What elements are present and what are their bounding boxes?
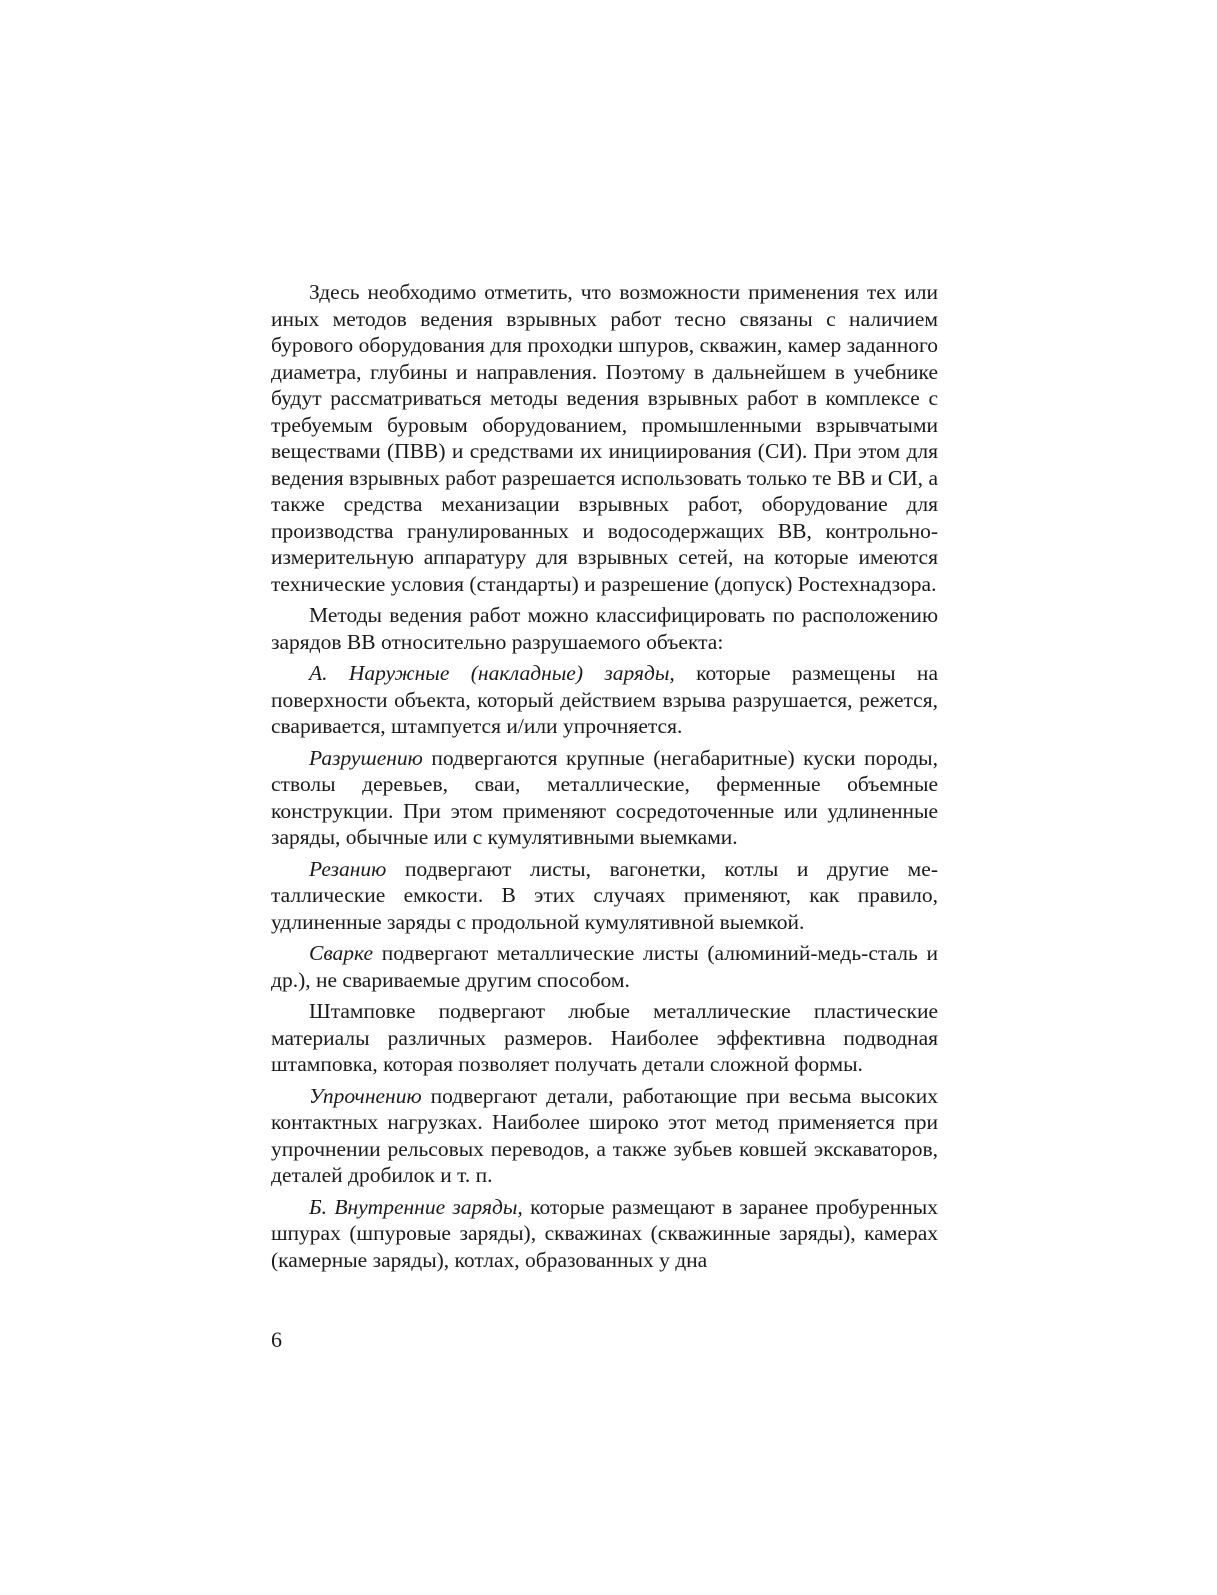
paragraph-6-text: подвергают металлические листы (алюминий-медь-сталь и др.), не свариваемые другим способом. — [271, 941, 938, 992]
paragraph-6-lead: Сварке — [309, 941, 374, 965]
paragraph-1 — [271, 279, 938, 597]
paragraph-4-text: подвергаются крупные (негабаритные) куски породы, стволы деревьев, сваи, металлические, ферменные объемные конструкции. При этом применяют сосредоточенные или удлиненные заряды, обычные или с кумулятивными выемками. — [271, 745, 938, 849]
paragraph-2-text: Методы ведения работ можно классифицировать по расположению зарядов ВВ относительно разрушаемого объекта: — [271, 603, 938, 654]
paragraph-3-text: которые размещены на поверхности объекта, который действием взрыва разрушается, режется, сваривается, штампуется и/или упрочняется. — [271, 661, 938, 738]
paragraph-8-lead: Упрочнению — [309, 1083, 422, 1108]
paragraph-9-text: которые размещают в заранее пробуренных шпурах (шпуровые заряды), скважинах (скважинные заряды), камерах (камерные заряды), котлах, образованных у дна — [271, 1194, 938, 1272]
paragraph-6 — [271, 940, 938, 993]
paragraph-7-text: Штамповке подвергают любые металлические пластические материалы различных размеров. Наиболее эффективна подводная штамповка, которая позволяет получать детали сложной формы. — [271, 999, 938, 1076]
body-text — [271, 279, 938, 1273]
paragraph-2 — [271, 602, 938, 655]
paragraph-8 — [271, 1083, 938, 1189]
paragraph-5 — [271, 856, 938, 936]
paragraph-9 — [271, 1194, 938, 1274]
page-number: 6 — [271, 1327, 282, 1352]
paragraph-8-text: подвергают детали, работающие при весьма высоких контактных нагрузках. Наиболее широко этот метод применяется при упрочнении рельсовых переводов, а также зубьев ковшей экскаваторов, деталей дробилок и т. п. — [271, 1083, 938, 1187]
paragraph-3 — [271, 660, 938, 740]
paragraph-5-lead: Резанию — [309, 856, 387, 881]
paragraph-4-lead: Разрушению — [309, 745, 423, 770]
paragraph-7 — [271, 998, 938, 1078]
paragraph-9-lead: Б. Внутренние заряды, — [309, 1194, 523, 1219]
paragraph-3-lead: А. Наружные (накладные) заряды, — [309, 661, 675, 685]
paragraph-5-text: подвергают листы, вагонетки, котлы и другие металлические емкости. В этих случаях применяют, как правило, удлиненные заряды с продольной кумулятивной выемкой. — [271, 856, 938, 934]
paragraph-4 — [271, 745, 938, 851]
paragraph-1-text: Здесь необходимо отметить, что возможности применения тех или иных методов ведения взрывных работ тесно связаны с наличием бурового оборудования для проходки шпуров, скважин, камер заданного диаметра, глубины и направления. Поэтому в дальнейшем в учебнике будут рассматриваться методы ведения взрывных работ в комплексе с требуемым буровым оборудованием, промышленными взрывчатыми веществами (ПВВ) и средствами их инициирования (СИ). При этом для ведения взрывных работ разрешается использовать только те ВВ и СИ, а также средства механизации взрывных работ, оборудование для производства гранулированных и водосодержащих ВВ, контрольно-измерительную аппаратуру для взрывных сетей, на которые имеются технические условия (стандарты) и разрешение (допуск) Ростехнадзора. — [271, 280, 938, 596]
